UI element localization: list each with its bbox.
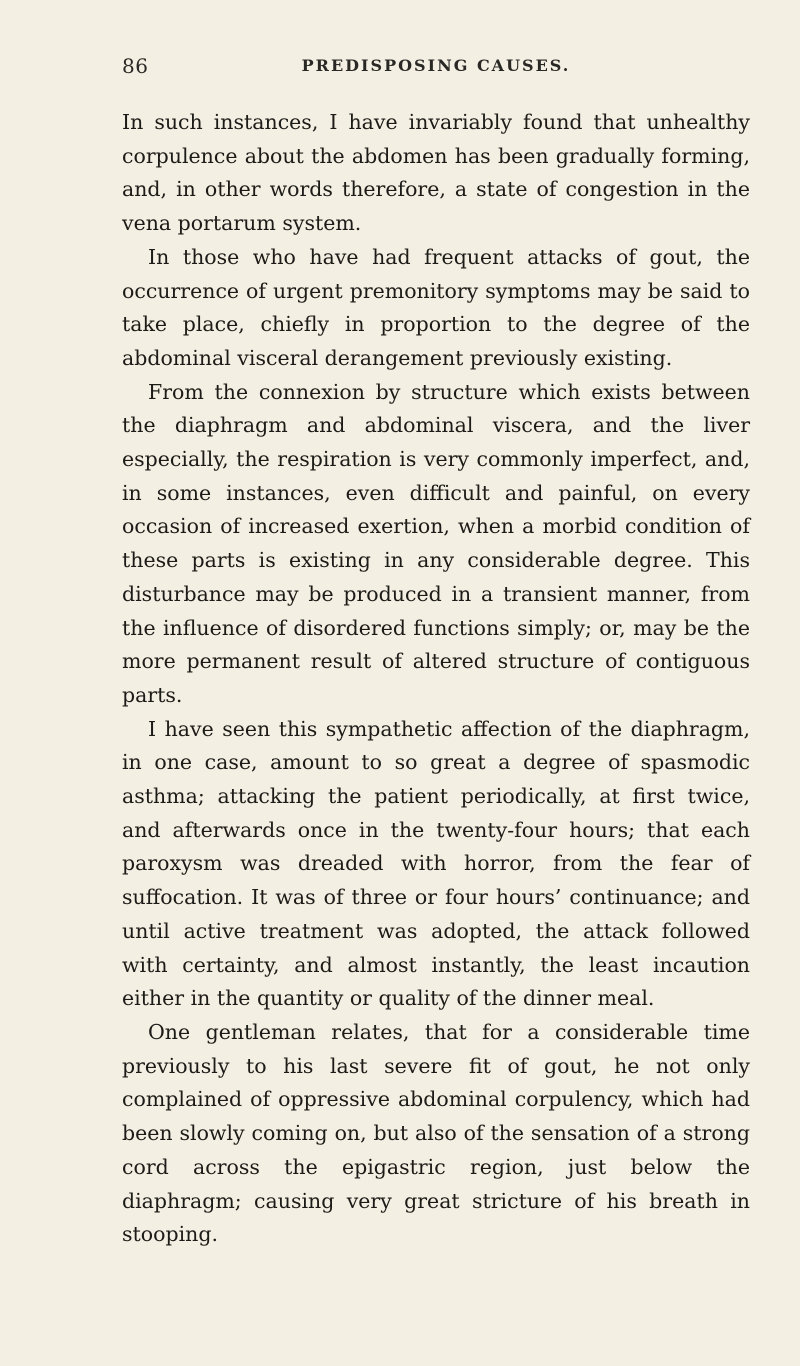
paragraph: In those who have had frequent attacks of gout, the occurrence of urgent premonitory symptoms may be said to take place, chiefly in proportion to the degree of the abdominal visceral derangement previously existing.: [122, 244, 750, 370]
paragraph: One gentleman relates, that for a considerable time previously to his last severe fit of gout, he not only complained of oppressive abdominal corpulency, which had been slowly coming on, but also of the sensation of a strong cord across the epigastric region, just below the diaphragm; causing very great stricture of his breath in stooping.: [122, 1019, 750, 1247]
paragraph: From the connexion by structure which exists between the diaphragm and abdominal viscera, and the liver especially, the respiration is very commonly imperfect, and, in some instances, even difficult and painful, on every occasion of increased exertion, when a morbid condition of these parts is existing in any considerable degree. This disturbance may be produced in a transient manner, from the influence of disordered functions simply; or, may be the more permanent result of altered structure of contiguous parts.: [122, 379, 750, 707]
paragraph: In such instances, I have invariably found that unhealthy corpulence about the abdomen has been gradually forming, and, in other words therefore, a state of congestion in the vena portarum system.: [122, 110, 750, 236]
paragraph: I have seen this sympathetic affection of the diaphragm, in one case, amount to so great a degree of spasmodic asthma; attacking the patient periodically, at first twice, and afterwards once in the twenty-four hours; that each paroxysm was dreaded with horror, from the fear of suffocation. It was of three or four hours’ continuance; and until active treatment was adopted, the attack followed with certainty, and almost instantly, the least incaution either in the quantity or quality of the dinner meal.: [122, 716, 750, 1011]
section-title: PREDISPOSING CAUSES.: [301, 56, 571, 75]
body-text: [122, 106, 750, 1252]
page-number: 86: [122, 54, 149, 78]
running-head: [122, 44, 750, 84]
